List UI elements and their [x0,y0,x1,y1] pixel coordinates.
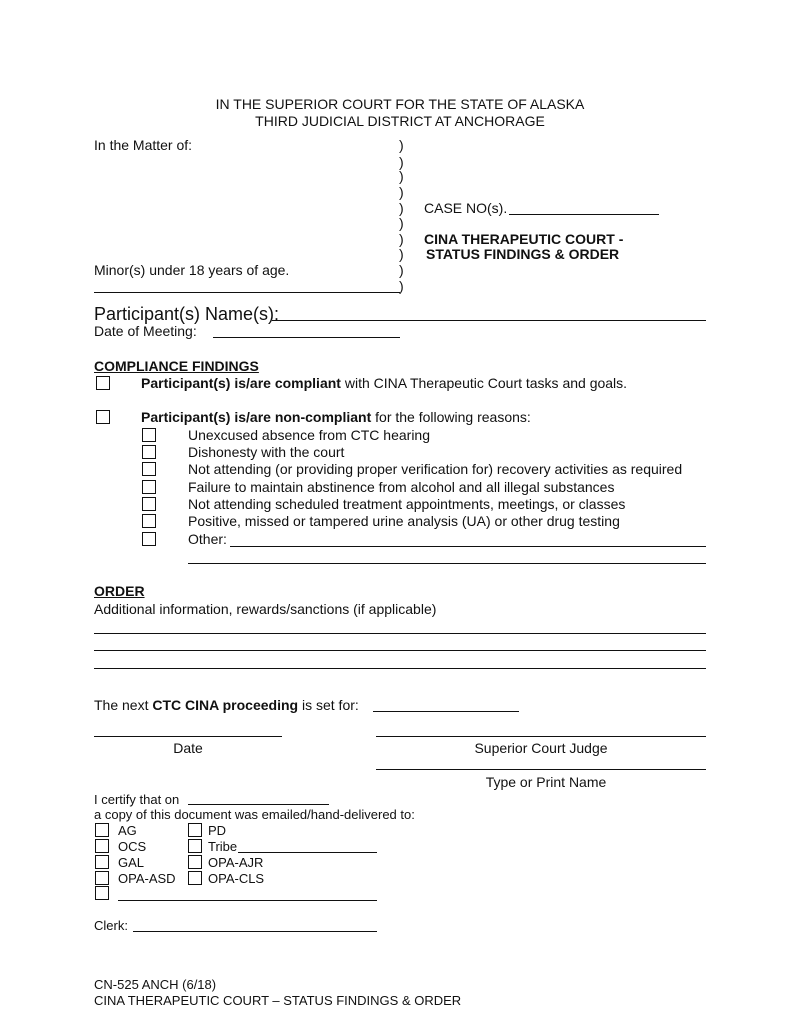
caption-paren: ) [399,215,404,231]
pd-label: PD [208,823,227,838]
compliance-heading: COMPLIANCE FINDINGS [94,358,259,374]
print-name-label: Type or Print Name [485,774,607,790]
noncompliant-bold: Participant(s) is/are non-compliant [141,409,372,425]
form-number: CN-525 ANCH (6/18) [94,977,217,992]
opa-cls-label: OPA-CLS [208,871,265,886]
compliant-rest: with CINA Therapeutic Court tasks and goals. [340,375,628,391]
caption-bottom-line [94,292,400,293]
caption-paren: ) [399,231,404,247]
opa-cls-checkbox[interactable] [188,871,202,885]
next-proceeding-field[interactable] [373,711,519,712]
tribe-checkbox[interactable] [188,839,202,853]
form-title-line1: CINA THERAPEUTIC COURT - [424,231,624,247]
other-reason-field-line2[interactable] [188,563,706,564]
certify-label: I certify that on [94,792,180,807]
footer-form-title: CINA THERAPEUTIC COURT – STATUS FINDINGS & ORDER [94,993,462,1008]
compliant-bold: Participant(s) is/are compliant [141,375,341,391]
ocs-checkbox[interactable] [95,839,109,853]
caption-paren: ) [399,200,404,216]
opa-asd-label: OPA-ASD [118,871,176,886]
compliant-checkbox[interactable] [96,376,110,390]
reason-recovery: Not attending (or providing proper verification for) recovery activities as required [188,461,683,477]
reason-checkbox-recovery[interactable] [142,462,156,476]
matter-label: In the Matter of: [94,137,193,153]
additional-info-line-1[interactable] [94,633,706,634]
print-name-line[interactable] [376,769,706,770]
meeting-date-label: Date of Meeting: [94,323,197,339]
caption-paren: ) [399,262,404,278]
clerk-signature-field[interactable] [133,931,377,932]
participant-name-label: Participant(s) Name(s): [94,304,280,324]
judge-label: Superior Court Judge [474,740,608,756]
reason-treatment: Not attending scheduled treatment appointments, meetings, or classes [188,496,626,512]
date-label: Date [173,740,203,756]
reason-unexcused: Unexcused absence from CTC hearing [188,427,431,443]
clerk-label: Clerk: [94,918,128,933]
reason-abstinence: Failure to maintain abstinence from alcohol and all illegal substances [188,479,615,495]
pd-checkbox[interactable] [188,823,202,837]
reason-checkbox-unexcused[interactable] [142,428,156,442]
next-prefix: The next [94,697,153,713]
caption-paren: ) [399,278,404,294]
participant-name-field[interactable] [272,320,706,321]
tribe-label: Tribe [208,839,238,854]
opa-ajr-checkbox[interactable] [188,855,202,869]
case-no-label: CASE NO(s). [424,200,508,216]
reason-checkbox-ua[interactable] [142,514,156,528]
caption-paren: ) [399,184,404,200]
caption-paren: ) [399,168,404,184]
other-recipient-field[interactable] [118,900,377,901]
other-reason-field[interactable] [230,546,706,547]
additional-info-line-3[interactable] [94,668,706,669]
tribe-field[interactable] [238,852,377,853]
additional-info-line-2[interactable] [94,650,706,651]
ag-checkbox[interactable] [95,823,109,837]
next-proceeding-label [94,697,359,714]
caption-paren: ) [399,246,404,262]
reason-checkbox-abstinence[interactable] [142,480,156,494]
judge-signature-line[interactable] [376,736,706,737]
noncompliant-rest: for the following reasons: [371,409,531,425]
next-bold: CTC CINA proceeding [152,697,299,713]
noncompliant-checkbox[interactable] [96,410,110,424]
court-name: IN THE SUPERIOR COURT FOR THE STATE OF ALASKA [215,96,585,112]
date-signature-line[interactable] [94,736,282,737]
opa-ajr-label: OPA-AJR [208,855,264,870]
caption-paren: ) [399,154,404,170]
noncompliant-statement [141,409,531,426]
minor-label: Minor(s) under 18 years of age. [94,262,290,278]
compliant-statement [141,375,627,392]
opa-asd-checkbox[interactable] [95,871,109,885]
case-no-field[interactable] [509,214,659,215]
copy-label: a copy of this document was emailed/hand-delivered to: [94,807,415,822]
order-heading: ORDER [94,583,145,599]
reason-checkbox-dishonesty[interactable] [142,445,156,459]
ocs-label: OCS [118,839,147,854]
next-suffix: is set for: [298,697,359,713]
meeting-date-field[interactable] [213,337,400,338]
ag-label: AG [118,823,137,838]
certify-date-field[interactable] [188,804,329,805]
reason-checkbox-other[interactable] [142,532,156,546]
gal-checkbox[interactable] [95,855,109,869]
reason-other: Other: [188,531,227,547]
reason-checkbox-treatment[interactable] [142,497,156,511]
form-title-line2: STATUS FINDINGS & ORDER [426,246,620,262]
reason-dishonesty: Dishonesty with the court [188,444,345,460]
additional-info-label: Additional information, rewards/sanctions (if applicable) [94,601,437,617]
gal-label: GAL [118,855,145,870]
caption-paren: ) [399,137,404,153]
district-name: THIRD JUDICIAL DISTRICT AT ANCHORAGE [255,113,545,129]
other-recipient-checkbox[interactable] [95,886,109,900]
reason-ua: Positive, missed or tampered urine analysis (UA) or other drug testing [188,513,620,529]
